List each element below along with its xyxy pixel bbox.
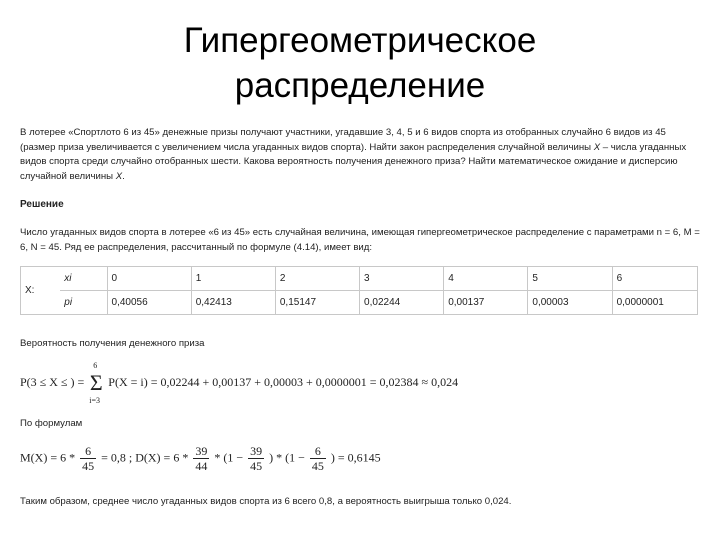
dx-fraction-1-num: 39 [195,444,208,458]
table-cell-x: 2 [275,267,359,291]
table-row-p [21,291,698,315]
mx-fraction-num: 6 [80,444,96,459]
slide-title-line1: Гипергеометрическое [183,21,537,60]
problem-text-part2: – числа угаданных видов спорта среди случайно отобранных шести. Какова вероятность получения денежного приза? Найти математическое ожидание и дисперсию случайной величины [20,141,687,182]
dx-mid2: ) * (1 − [269,450,305,465]
dx-fraction-2 [248,444,264,473]
formulas-equation [20,444,381,473]
probability-lhs-end: ) = [70,374,85,389]
dx-rhs: ) = 0,6145 [330,450,381,465]
mx-fraction [80,444,96,473]
sum-symbol: Σ 6 i=3 [89,361,103,405]
dx-fraction-1 [193,444,209,473]
table-cell-x: 1 [191,267,275,291]
table-cell-p: 0,00003 [528,291,612,315]
dx-mid1: * (1 − [214,450,244,465]
p-symbol: pi [60,291,107,315]
slide-title [0,18,720,108]
table-cell-p: 0,15147 [275,291,359,315]
dx-fraction-3 [310,444,326,473]
conclusion-text: Таким образом, среднее число угаданных видов спорта из 6 всего 0,8, а вероятность выигрыша только 0,024. [20,496,512,507]
table-cell-p: 0,42413 [191,291,275,315]
sum-upper-limit: 6 [93,361,98,370]
distribution-table [20,266,698,315]
probability-label: Вероятность получения денежного приза [20,338,205,349]
sum-lower-limit: i=3 [89,396,101,405]
dx-fraction-2-den: 45 [250,459,263,473]
table-cell-x: 4 [444,267,528,291]
mx-rhs: = 0,8 [101,450,126,465]
formulas-label: По формулам [20,418,83,429]
table-cell-p: 0,40056 [107,291,191,315]
problem-variable-x2: X [115,170,123,182]
solution-heading: Решение [20,199,64,210]
table-cell-x: 3 [360,267,444,291]
dx-lhs: ; D(X) = 6 * [128,450,189,465]
table-cell-p: 0,02244 [360,291,444,315]
x-symbol: xi [60,267,107,291]
problem-text-part1: В лотерее «Спортлото 6 из 45» денежные призы получают участники, угадавшие 3, 4, 5 и 6 видов спорта из отобранных случайно 6 видов из 45 (размер приза увеличивается с увеличением числа угаданных видов спорта). Найти закон распределения случайной величины [20,127,666,153]
mx-lhs: M(X) = 6 * [20,450,76,465]
table-cell-x: 5 [528,267,612,291]
table-cell-p: 0,0000001 [612,291,697,315]
problem-statement [20,126,700,184]
dx-fraction-3-den: 45 [311,459,324,473]
dx-fraction-2-num: 39 [250,444,263,458]
table-cell-x: 0 [107,267,191,291]
solution-intro: Число угаданных видов спорта в лотерее «6 из 45» есть случайная величина, имеющая гипергеометрическое распределение с параметрами n = 6, M = 6, N = 45. Ряд ее распределения, рассчитанный по формуле (4.14), имеет вид: [20,227,700,253]
probability-lhs: P(3 ≤ X ≤ [20,374,68,389]
table-cell-p: 0,00137 [444,291,528,315]
table-cell-x: 6 [612,267,697,291]
mx-fraction-den: 45 [82,459,95,473]
probability-rhs: P(X = i) = 0,02244 + 0,00137 + 0,00003 + 0,0000001 = 0,02384 ≈ 0,024 [108,374,459,389]
table-row-label: X: [21,267,61,315]
problem-variable-x: X [593,141,601,153]
dx-fraction-1-den: 44 [195,459,208,473]
dx-fraction-3-num: 6 [310,444,326,459]
slide-title-line2: распределение [234,66,486,105]
probability-equation [20,361,459,405]
problem-text-part3: . [122,170,125,182]
table-row-x [21,267,698,291]
